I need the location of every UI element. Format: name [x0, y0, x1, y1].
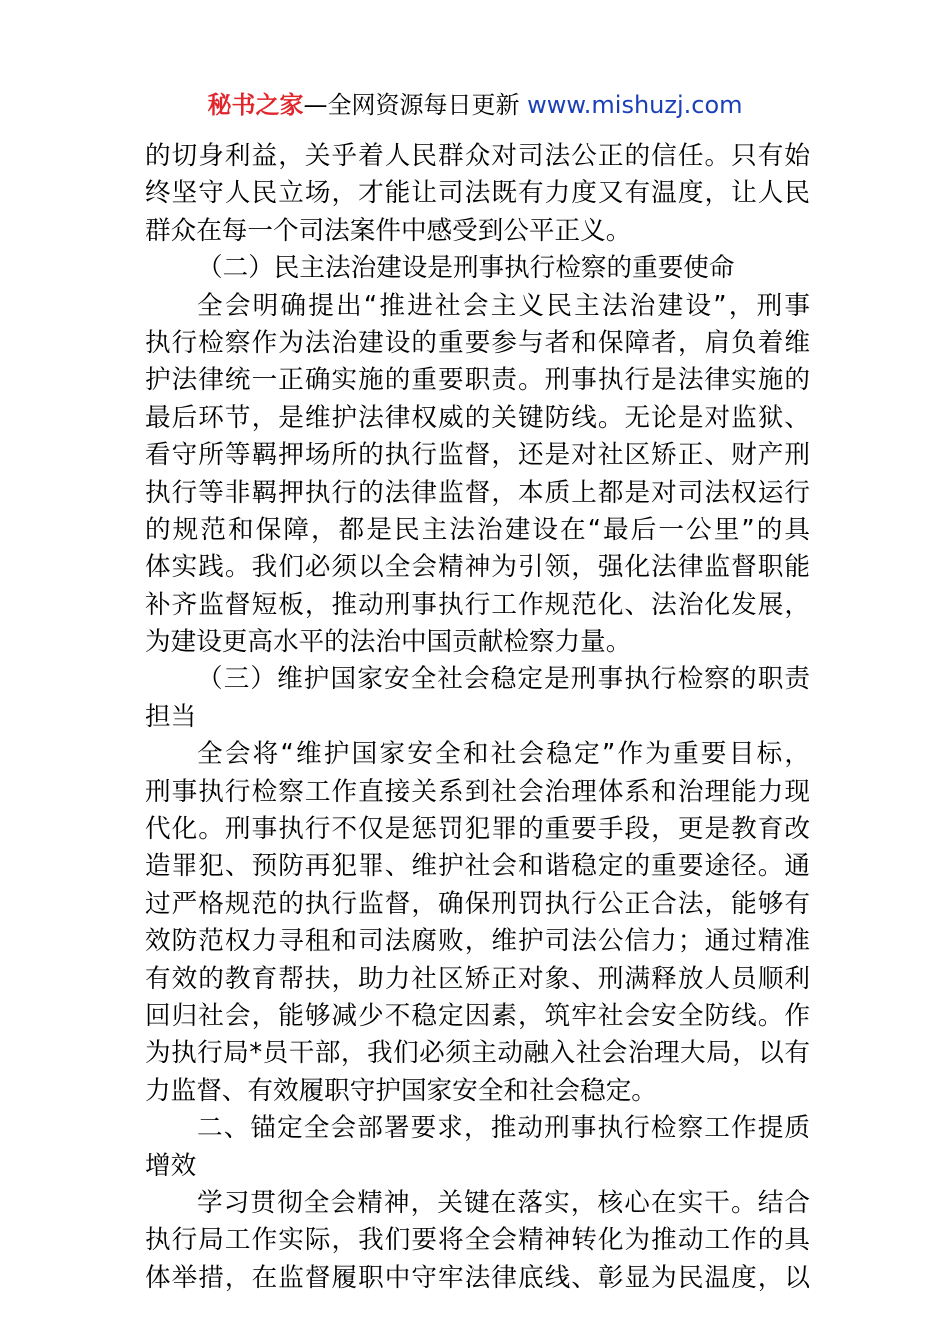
text-line: 效防范权力寻租和司法腐败，维护司法公信力；通过精准 [145, 926, 810, 957]
text-line: 最后环节，是维护法律权威的关键防线。无论是对监狱、 [145, 402, 810, 433]
text-line: 力监督、有效履职守护国家安全和社会稳定。 [145, 1075, 657, 1106]
chapter-heading-continued: 增效 [145, 1150, 197, 1181]
text-line: 学习贯彻全会精神，关键在落实，核心在实干。结合 [197, 1187, 810, 1218]
text-line: 全会将“维护国家安全和社会稳定”作为重要目标， [197, 739, 810, 770]
text-line: 体举措，在监督履职中守牢法律底线、彰显为民温度，以 [145, 1262, 810, 1293]
section-heading-continued: 担当 [145, 701, 197, 732]
text-line: 为执行局*员干部，我们必须主动融入社会治理大局，以有 [145, 1038, 810, 1069]
text-line: 体实践。我们必须以全会精神为引领，强化法律监督职能 [145, 552, 810, 583]
document-body [145, 138, 810, 1297]
text-line: 的规范和保障，都是民主法治建设在“最后一公里”的具 [145, 514, 810, 545]
site-header [0, 88, 950, 122]
text-line: 造罪犯、预防再犯罪、维护社会和谐稳定的重要途径。通 [145, 851, 810, 882]
section-heading: （三）维护国家安全社会稳定是刑事执行检察的职责 [197, 664, 810, 695]
chapter-heading: 二、锚定全会部署要求，推动刑事执行检察工作提质 [197, 1113, 810, 1144]
site-url-link[interactable]: www.mishuzj.com [527, 91, 743, 119]
text-line: 代化。刑事执行不仅是惩罚犯罪的重要手段，更是教育改 [145, 814, 810, 845]
brand-name: 秘书之家 [207, 91, 304, 119]
text-line: 全会明确提出“推进社会主义民主法治建设”，刑事 [197, 290, 810, 321]
text-line: 过严格规范的执行监督，确保刑罚执行公正合法，能够有 [145, 888, 810, 919]
text-line: 执行检察作为法治建设的重要参与者和保障者，肩负着维 [145, 327, 810, 358]
text-line: 有效的教育帮扶，助力社区矫正对象、刑满释放人员顺利 [145, 963, 810, 994]
text-line: 群众在每一个司法案件中感受到公平正义。 [145, 215, 632, 246]
text-line: 的切身利益，关乎着人民群众对司法公正的信任。只有始 [145, 141, 810, 171]
text-line: 刑事执行检察工作直接关系到社会治理体系和治理能力现 [145, 776, 810, 807]
text-line: 补齐监督短板，推动刑事执行工作规范化、法治化发展， [145, 589, 810, 620]
text-line: 回归社会，能够减少不稳定因素，筑牢社会安全防线。作 [145, 1000, 810, 1031]
header-slogan: —全网资源每日更新 [303, 91, 528, 119]
text-line: 看守所等羁押场所的执行监督，还是对社区矫正、财产刑 [145, 440, 810, 471]
text-line: 终坚守人民立场，才能让司法既有力度又有温度，让人民 [145, 178, 810, 209]
section-heading: （二）民主法治建设是刑事执行检察的重要使命 [197, 253, 735, 284]
text-line: 为建设更高水平的法治中国贡献检察力量。 [145, 627, 632, 658]
text-line: 护法律统一正确实施的重要职责。刑事执行是法律实施的 [145, 365, 810, 396]
text-line: 执行等非羁押执行的法律监督，本质上都是对司法权运行 [145, 477, 810, 508]
text-line: 执行局工作实际，我们要将全会精神转化为推动工作的具 [145, 1225, 810, 1256]
